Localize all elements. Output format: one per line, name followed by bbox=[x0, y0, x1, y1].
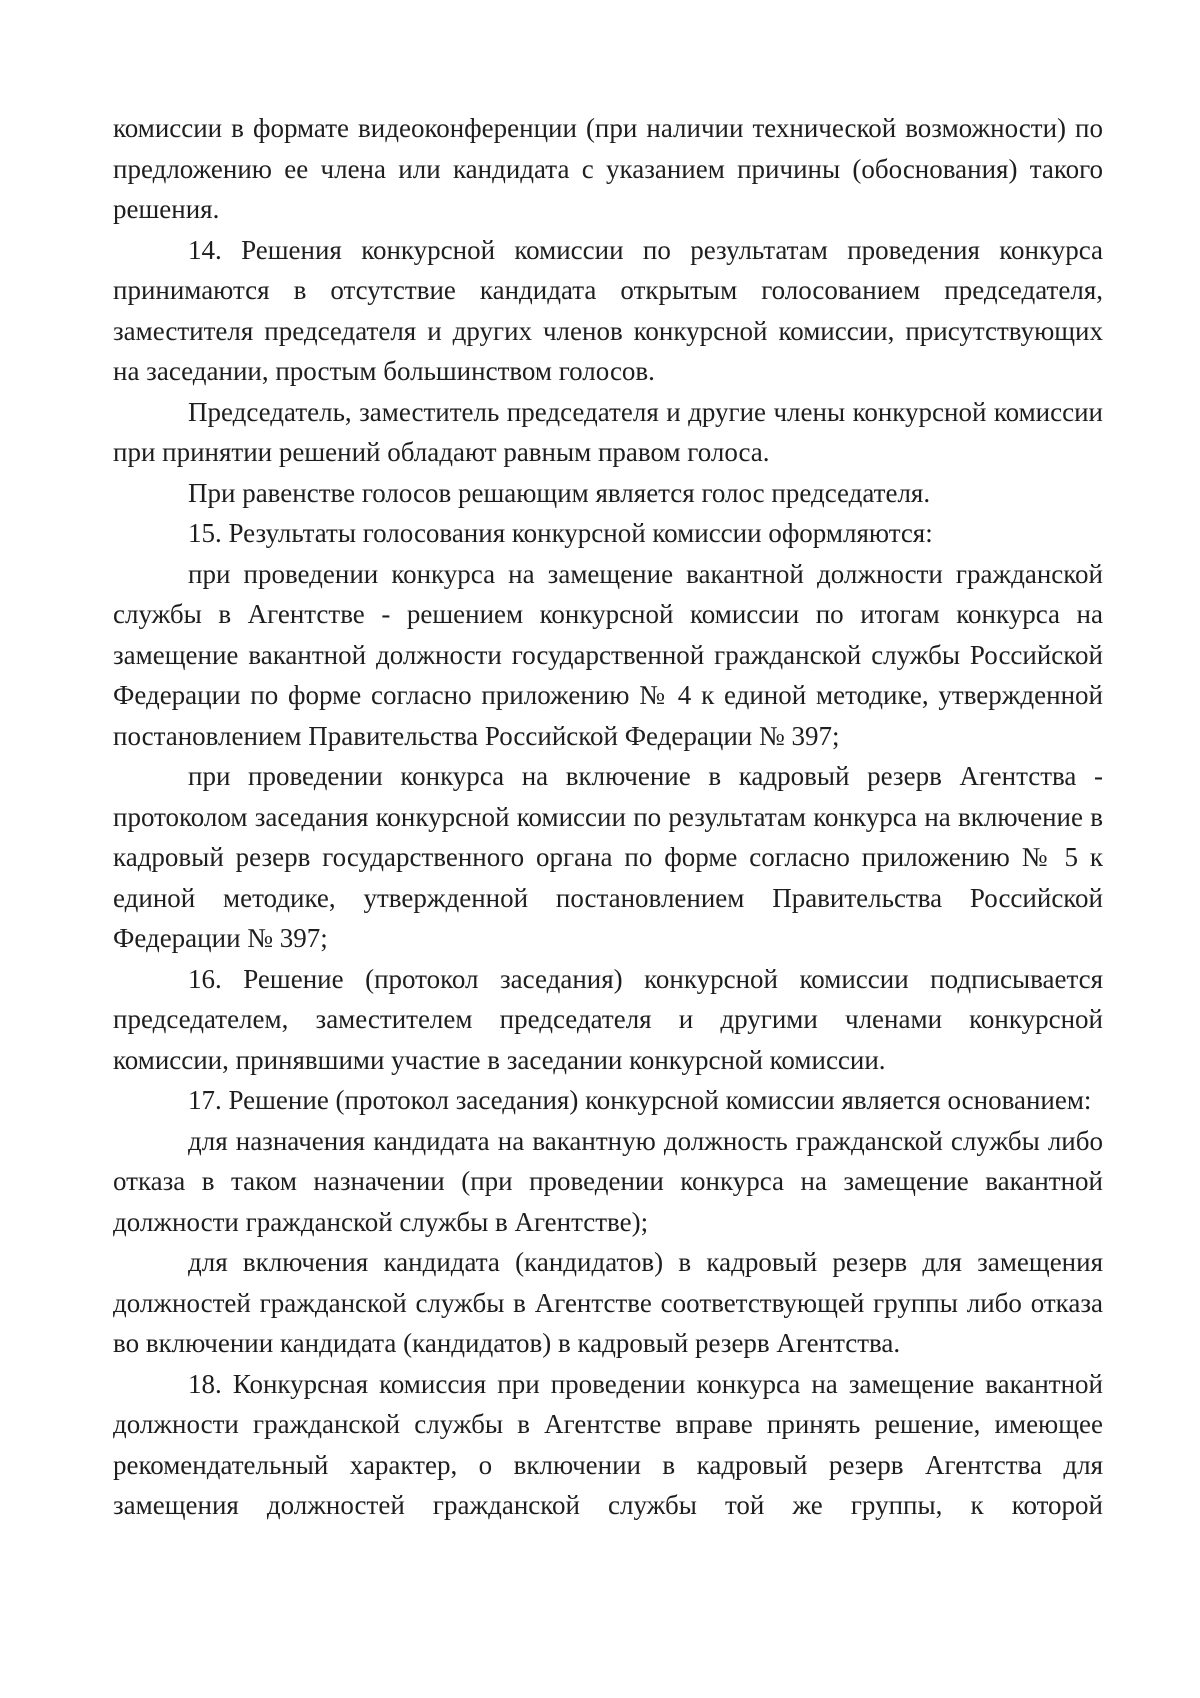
paragraph-continuation: комиссии в формате видеоконференции (при наличии технической возможности) по предложению ее члена или кандидата с указанием причины (обоснования) такого решения. bbox=[113, 113, 1103, 224]
paragraph-item-16: 16. Решение (протокол заседания) конкурсной комиссии подписывается председателем, заместителем председателя и другими членами конкурсной комиссии, принявшими участие в заседании конкурсной комиссии. bbox=[113, 963, 1103, 1075]
paragraph-reserve-protocol: при проведении конкурса на включение в кадровый резерв Агентства - протоколом заседания конкурсной комиссии по результатам конкурса на включение в кадровый резерв государственного органа по форме согласно приложению № 5 к единой методике, утвержденной постановлением Правительства Российской Федерации № 397; bbox=[113, 761, 1103, 953]
paragraph-equal-vote: Председатель, заместитель председателя и другие члены конкурсной комиссии при принятии решений обладают равным правом голоса. bbox=[113, 396, 1103, 467]
paragraph-vacancy-decision: при проведении конкурса на замещение вакантной должности гражданской службы в Агентстве - решением конкурсной комиссии по итогам конкурса на замещение вакантной должности государственной гражданской службы Российской Федерации по форме согласно приложению № 4 к единой методике, утвержденной постановлением Правительства Российской Федерации № 397; bbox=[113, 558, 1103, 751]
paragraph-item-14: 14. Решения конкурсной комиссии по результатам проведения конкурса принимаются в отсутствие кандидата открытым голосованием председателя, заместителя председателя и других членов конкурсной комиссии, присутствующих на заседании, простым большинством голосов. bbox=[113, 234, 1103, 386]
paragraph-item-15: 15. Результаты голосования конкурсной комиссии оформляются: bbox=[188, 518, 933, 548]
paragraph-reserve-inclusion: для включения кандидата (кандидатов) в кадровый резерв для замещения должностей гражданской службы в Агентстве соответствующей группы либо отказа во включении кандидата (кандидатов) в кадровый резерв Агентства. bbox=[113, 1247, 1103, 1358]
paragraph-tie-vote: При равенстве голосов решающим является голос председателя. bbox=[188, 477, 931, 508]
paragraph-item-17: 17. Решение (протокол заседания) конкурсной комиссии является основанием: bbox=[188, 1085, 1092, 1115]
document-body bbox=[113, 108, 1103, 1526]
paragraph-appointment: для назначения кандидата на вакантную должность гражданской службы либо отказа в таком назначении (при проведении конкурса на замещение вакантной должности гражданской службы в Агентстве); bbox=[113, 1125, 1103, 1237]
paragraph-item-18: 18. Конкурсная комиссия при проведении конкурса на замещение вакантной должности гражданской службы в Агентстве вправе принять решение, имеющее рекомендательный характер, о включении в кадровый резерв Агентства для замещения должностей гражданской службы той же группы, к которой bbox=[113, 1368, 1103, 1520]
